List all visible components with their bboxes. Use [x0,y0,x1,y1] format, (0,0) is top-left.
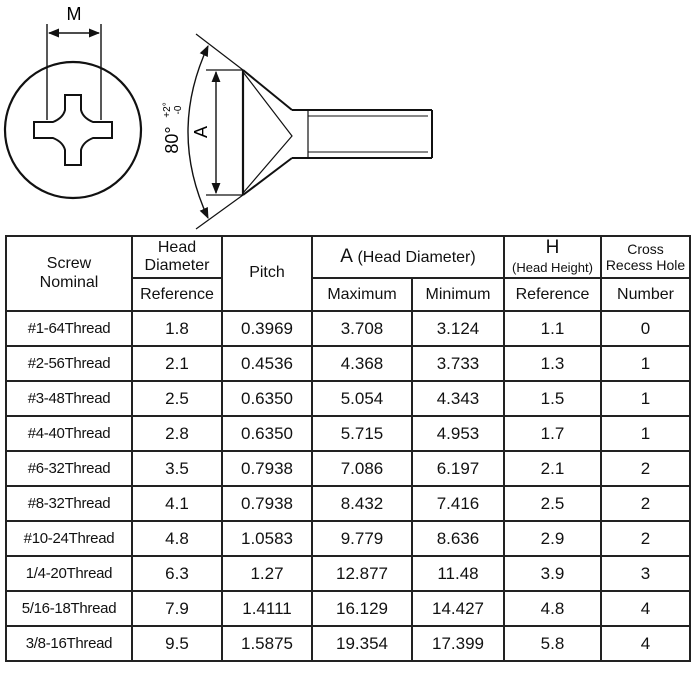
label-a: A [191,125,211,139]
header-h-reference: Reference [504,278,601,311]
a-min-cell: 11.48 [412,556,504,591]
cross-recess-cell: 1 [601,416,690,451]
cross-recess-cell: 3 [601,556,690,591]
table-row [6,521,690,556]
pitch-cell: 0.4536 [222,346,312,381]
table-row [6,381,690,416]
table-row [6,626,690,661]
h-cell: 5.8 [504,626,601,661]
table-row [6,451,690,486]
angle-tol-minus: -0 [173,105,184,115]
table-row [6,311,690,346]
a-max-cell: 4.368 [312,346,412,381]
a-max-cell: 16.129 [312,591,412,626]
header-text: Nominal [39,273,99,291]
pitch-cell: 0.7938 [222,486,312,521]
a-min-cell: 4.343 [412,381,504,416]
head-diameter-cell: 4.8 [132,521,222,556]
a-max-cell: 5.054 [312,381,412,416]
nominal-cell: 1/4-20Thread [6,556,132,591]
pitch-cell: 1.5875 [222,626,312,661]
a-min-cell: 7.416 [412,486,504,521]
screw-drawing [0,0,700,232]
spec-table-body [6,236,690,661]
a-min-cell: 3.733 [412,346,504,381]
cross-recess-cell: 1 [601,381,690,416]
a-min-cell: 14.427 [412,591,504,626]
table-row [6,591,690,626]
head-diameter-cell: 3.5 [132,451,222,486]
header-pitch: Pitch [222,236,312,311]
nominal-cell: #6-32Thread [6,451,132,486]
header-h [504,236,601,278]
a-min-cell: 3.124 [412,311,504,346]
nominal-cell: #2-56Thread [6,346,132,381]
header-cross-recess [601,236,690,278]
header-a [312,236,504,278]
header-text: (Head Height) [512,259,593,275]
table-row [6,346,690,381]
header-letter: A [340,246,353,268]
pitch-cell: 0.7938 [222,451,312,486]
pitch-cell: 1.0583 [222,521,312,556]
a-max-cell: 7.086 [312,451,412,486]
header-text: Diameter [144,257,210,275]
h-cell: 4.8 [504,591,601,626]
cross-recess-cell: 2 [601,486,690,521]
pitch-cell: 0.6350 [222,381,312,416]
cross-recess-cell: 2 [601,521,690,556]
table-row [6,556,690,591]
h-cell: 3.9 [504,556,601,591]
h-cell: 2.9 [504,521,601,556]
cross-recess-cell: 0 [601,311,690,346]
nominal-cell: 3/8-16Thread [6,626,132,661]
cross-recess-cell: 4 [601,626,690,661]
head-diameter-cell: 4.1 [132,486,222,521]
a-min-cell: 6.197 [412,451,504,486]
header-screw-nominal [6,236,132,311]
header-cross-number: Number [601,278,690,311]
head-diameter-cell: 2.1 [132,346,222,381]
a-max-cell: 8.432 [312,486,412,521]
h-cell: 1.5 [504,381,601,416]
nominal-cell: 5/16-18Thread [6,591,132,626]
spec-table [5,235,691,662]
a-min-cell: 4.953 [412,416,504,451]
table-row [6,416,690,451]
header-a-maximum: Maximum [312,278,412,311]
head-diameter-cell: 2.5 [132,381,222,416]
header-a-minimum: Minimum [412,278,504,311]
screw-side-view [162,34,432,229]
nominal-cell: #10-24Thread [6,521,132,556]
header-text: Head [157,238,197,256]
a-max-cell: 19.354 [312,626,412,661]
header-text: (Head Diameter) [357,249,476,267]
header-text: Screw [46,255,92,273]
h-cell: 1.1 [504,311,601,346]
a-max-cell: 5.715 [312,416,412,451]
cross-recess-cell: 1 [601,346,690,381]
cross-recess-cell: 4 [601,591,690,626]
h-cell: 1.3 [504,346,601,381]
a-max-cell: 9.779 [312,521,412,556]
header-text: Recess Hole [605,257,686,274]
head-diameter-cell: 1.8 [132,311,222,346]
a-min-cell: 8.636 [412,521,504,556]
pitch-cell: 0.6350 [222,416,312,451]
label-m: M [66,4,82,24]
pitch-cell: 1.4111 [222,591,312,626]
head-diameter-cell: 2.8 [132,416,222,451]
table-row [6,486,690,521]
a-max-cell: 3.708 [312,311,412,346]
a-min-cell: 17.399 [412,626,504,661]
pitch-cell: 1.27 [222,556,312,591]
header-letter: H [545,237,560,258]
nominal-cell: #1-64Thread [6,311,132,346]
header-text: Cross [627,241,664,258]
h-cell: 1.7 [504,416,601,451]
a-max-cell: 12.877 [312,556,412,591]
nominal-cell: #3-48Thread [6,381,132,416]
nominal-cell: #8-32Thread [6,486,132,521]
header-head-diameter [132,236,222,278]
nominal-cell: #4-40Thread [6,416,132,451]
head-diameter-cell: 6.3 [132,556,222,591]
header-head-reference: Reference [132,278,222,311]
h-cell: 2.5 [504,486,601,521]
head-diameter-cell: 9.5 [132,626,222,661]
angle-label: 80° [162,126,182,154]
head-top-view [5,4,141,198]
head-diameter-cell: 7.9 [132,591,222,626]
cross-recess-cell: 2 [601,451,690,486]
pitch-cell: 0.3969 [222,311,312,346]
h-cell: 2.1 [504,451,601,486]
header-row-1 [6,236,690,278]
angle-tol-plus: +2° [162,102,173,118]
